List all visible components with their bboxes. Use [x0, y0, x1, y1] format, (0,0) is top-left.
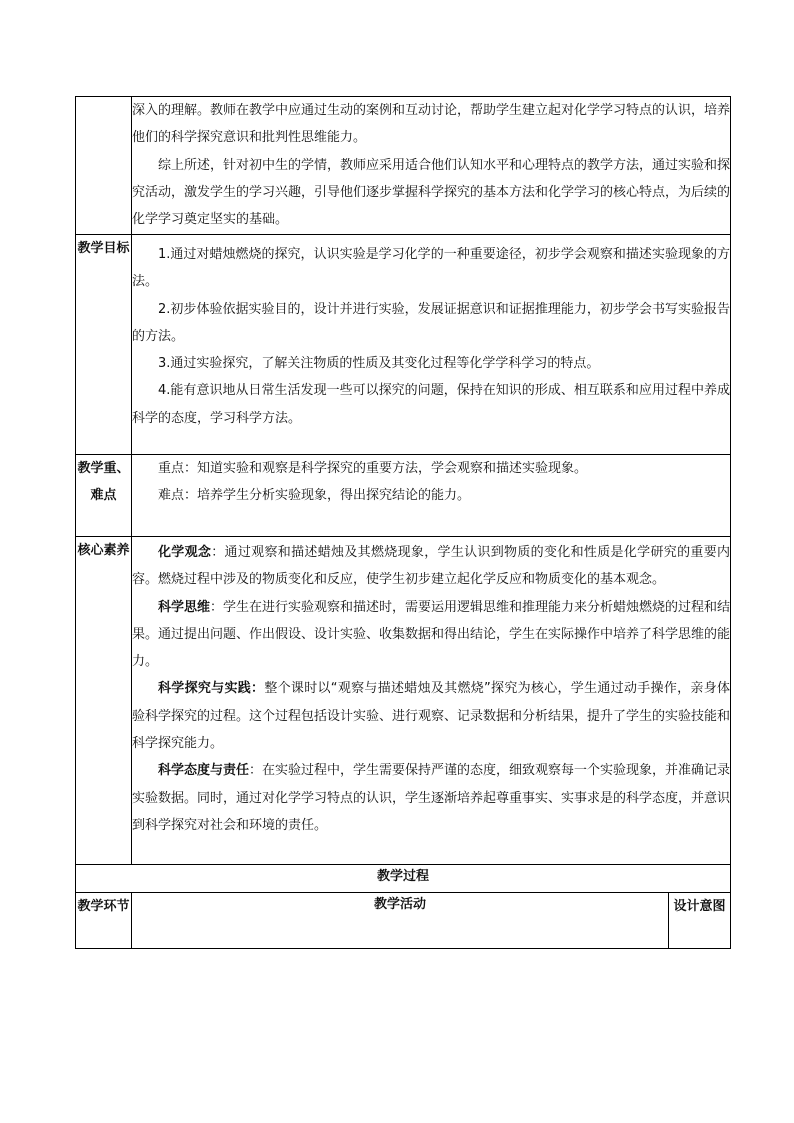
process-header-row: [76, 893, 731, 949]
objective-item: 2.初步体验依据实验目的，设计并进行实验，发展证据意识和证据推理能力，初步学会书写实验报告的方法。: [132, 301, 731, 344]
keypoint-item: 难点：培养学生分析实验现象，得出探究结论的能力。: [158, 488, 471, 504]
process-title: 教学过程: [76, 865, 731, 893]
literacy-item-title: 科学探究与实践：: [158, 681, 265, 697]
objectives-label: 教学目标: [76, 235, 132, 455]
literacy-item: [132, 594, 730, 676]
literacy-row: [76, 537, 731, 865]
intro-content: [132, 97, 731, 235]
objectives-content: [132, 235, 731, 455]
keypoints-row: [76, 455, 731, 537]
literacy-item-text: ：在实验过程中，学生需要保持严谨的态度，细致观察每一个实验现象，并准确记录实验数据。同时，通过对化学学习特点的认识，学生逐渐培养起尊重事实、实事求是的科学态度，并意识到科学探究对社会和环境的责任。: [132, 763, 731, 833]
literacy-item-title: 科学态度与责任: [158, 763, 250, 779]
literacy-item-text: 整个课时以“观察与描述蜡烛及其燃烧”探究为核心，学生通过动手操作，亲身体验科学探究的过程。这个过程包括设计实验、进行观察、记录数据和分析结果，提升了学生的实验技能和科学探究能力。: [132, 681, 731, 752]
literacy-item: [132, 675, 730, 757]
literacy-item-title: 化学观念: [158, 545, 212, 560]
intro-label-cell: [76, 97, 132, 235]
literacy-item: [132, 539, 730, 594]
process-col-intent: 设计意图: [669, 893, 731, 949]
literacy-item-text: ：通过观察和描述蜡烛及其燃烧现象，学生认识到物质的变化和性质是化学研究的重要内容。燃烧过程中涉及的物质变化和反应，使学生初步建立起化学反应和物质变化的基本观念。: [132, 545, 730, 588]
literacy-label: 核心素养: [76, 537, 132, 865]
intro-row: [76, 97, 731, 235]
literacy-item: [132, 757, 730, 839]
objective-item: 4.能有意识地从日常生活发现一些可以探究的问题，保持在知识的形成、相互联系和应用过程中养成科学的态度，学习科学方法。: [132, 383, 731, 426]
lesson-plan-table: [75, 96, 731, 949]
objective-item: 1.通过对蜡烛燃烧的探究，认识实验是学习化学的一种重要途径，初步学会观察和描述实验现象的方法。: [132, 247, 731, 290]
process-col-activity: 教学活动: [132, 893, 669, 949]
process-col-stage: 教学环节: [76, 893, 132, 949]
literacy-content: [132, 537, 731, 865]
keypoint-item: 重点：知道实验和观察是科学探究的重要方法，学会观察和描述实验现象。: [158, 461, 588, 476]
literacy-item-text: ：学生在进行实验观察和描述时，需要运用逻辑思维和推理能力来分析蜡烛燃烧的过程和结果。通过提出问题、作出假设、设计实验、收集数据和得出结论，学生在实际操作中培养了科学思维的能力。: [132, 599, 731, 670]
intro-paragraph-2: 综上所述，针对初中生的学情，教师应采用适合他们认知水平和心理特点的教学方法，通过实验和探究活动，激发学生的学习兴趣，引导他们逐步掌握科学探究的基本方法和化学学习的核心特点，为后续的化学学习奠定坚实的基础。: [132, 157, 731, 228]
keypoints-label: 教学重、难点: [76, 455, 132, 537]
keypoints-content: [132, 455, 731, 537]
objective-item: 3.通过实验探究，了解关注物质的性质及其变化过程等化学学科学习的特点。: [158, 356, 600, 372]
objectives-row: [76, 235, 731, 455]
process-title-row: [76, 865, 731, 893]
intro-paragraph-1: 深入的理解。教师在教学中应通过生动的案例和互动讨论，帮助学生建立起对化学学习特点的认识，培养他们的科学探究意识和批判性思维能力。: [132, 103, 731, 146]
literacy-item-title: 科学思维: [158, 599, 211, 615]
